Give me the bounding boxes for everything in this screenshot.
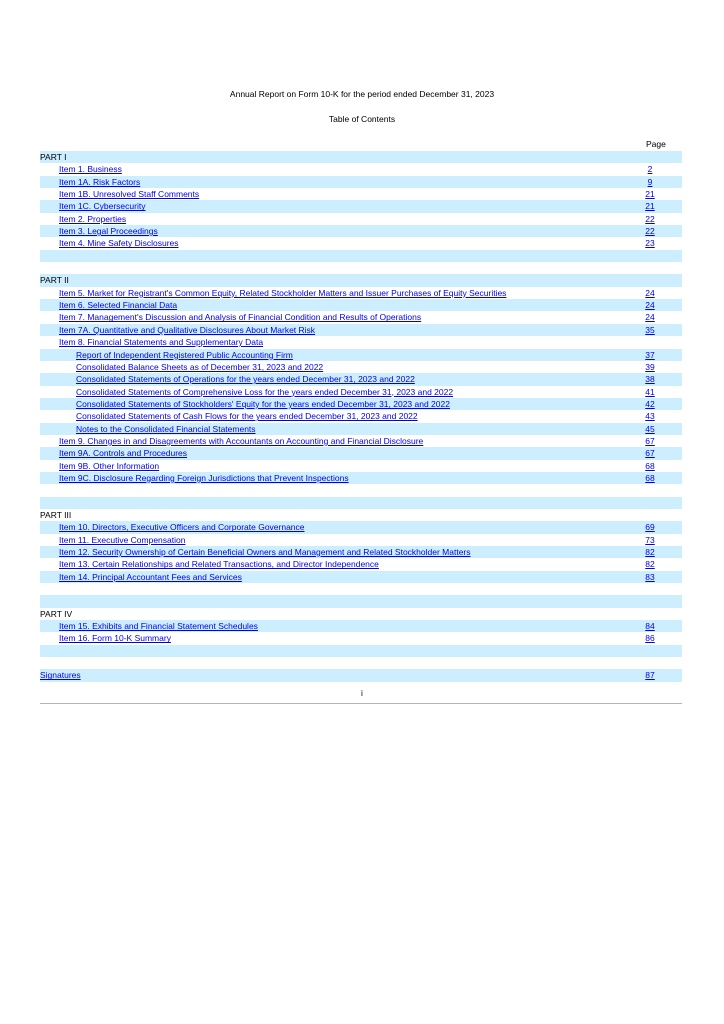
- toc-page-link[interactable]: 22: [645, 213, 655, 224]
- toc-row: [40, 213, 682, 225]
- table-of-contents: [40, 151, 682, 682]
- toc-item-link[interactable]: Item 8. Financial Statements and Supplementary Data: [59, 337, 264, 348]
- toc-row: [40, 571, 682, 583]
- toc-item-link[interactable]: Report of Independent Registered Public Accounting Firm: [76, 349, 293, 360]
- toc-page-link[interactable]: 37: [645, 349, 655, 360]
- toc-item-link[interactable]: Item 16. Form 10-K Summary: [59, 633, 171, 644]
- toc-item-link[interactable]: Consolidated Statements of Stockholders' Equity for the years ended December 31, 2023 and 2022: [76, 398, 450, 409]
- toc-row: [40, 373, 682, 385]
- toc-row: [40, 349, 682, 361]
- toc-row: [40, 447, 682, 459]
- toc-item-link[interactable]: Item 1C. Cybersecurity: [59, 201, 146, 212]
- toc-item-link[interactable]: Item 9. Changes in and Disagreements with Accountants on Accounting and Financial Disclosure: [59, 435, 424, 446]
- spacer-row: [40, 497, 682, 509]
- spacer-row: [40, 583, 682, 595]
- toc-page-link[interactable]: 22: [645, 226, 655, 237]
- toc-item-link[interactable]: Notes to the Consolidated Financial Statements: [76, 423, 256, 434]
- part-heading-row: [40, 608, 682, 620]
- page-divider: [40, 703, 682, 704]
- toc-page-link[interactable]: 39: [645, 361, 655, 372]
- part-heading: PART IV: [40, 608, 73, 619]
- toc-item-link[interactable]: Consolidated Statements of Comprehensive Loss for the years ended December 31, 2023 and 2022: [76, 386, 454, 397]
- toc-item-link[interactable]: Item 10. Directors, Executive Officers and Corporate Governance: [59, 522, 305, 533]
- toc-row: [40, 237, 682, 249]
- toc-item-link[interactable]: Item 1B. Unresolved Staff Comments: [59, 189, 200, 200]
- spacer-row: [40, 657, 682, 669]
- toc-page-link[interactable]: 42: [645, 398, 655, 409]
- toc-row: [40, 299, 682, 311]
- spacer-row: [40, 262, 682, 274]
- toc-item-link[interactable]: Item 7A. Quantitative and Qualitative Disclosures About Market Risk: [59, 324, 316, 335]
- toc-item-link[interactable]: Item 1A. Risk Factors: [59, 176, 141, 187]
- toc-row: [40, 410, 682, 422]
- toc-row: [40, 460, 682, 472]
- toc-row: [40, 176, 682, 188]
- toc-row: [40, 534, 682, 546]
- toc-page-link[interactable]: 38: [645, 374, 655, 385]
- page-column-header: Page: [646, 139, 666, 149]
- toc-page-link[interactable]: 41: [645, 386, 655, 397]
- spacer-row: [40, 250, 682, 262]
- toc-page-link[interactable]: 67: [645, 435, 655, 446]
- toc-page-link[interactable]: 68: [645, 460, 655, 471]
- toc-row: [40, 423, 682, 435]
- toc-row: [40, 225, 682, 237]
- toc-row: [40, 200, 682, 212]
- part-heading-row: [40, 509, 682, 521]
- report-title: Annual Report on Form 10-K for the period ended December 31, 2023: [229, 89, 495, 99]
- toc-page-link[interactable]: 82: [645, 559, 655, 570]
- part-heading: PART II: [40, 275, 69, 286]
- spacer-row: [40, 595, 682, 607]
- toc-row: [40, 521, 682, 533]
- part-heading: PART I: [40, 152, 67, 162]
- toc-page-link[interactable]: 87: [645, 670, 655, 681]
- toc-row: [40, 669, 682, 681]
- spacer-row: [40, 645, 682, 657]
- toc-page-link[interactable]: 2: [647, 164, 653, 175]
- toc-page-link[interactable]: 24: [645, 312, 655, 323]
- toc-item-link[interactable]: Item 4. Mine Safety Disclosures: [59, 238, 179, 249]
- toc-page-link[interactable]: 68: [645, 472, 655, 483]
- toc-page-link[interactable]: 73: [645, 534, 655, 545]
- toc-page-link[interactable]: 35: [645, 324, 655, 335]
- toc-page-link[interactable]: 86: [645, 633, 655, 644]
- toc-row: [40, 398, 682, 410]
- toc-item-link[interactable]: Item 3. Legal Proceedings: [59, 226, 158, 237]
- toc-heading: Table of Contents: [328, 114, 396, 124]
- toc-item-link[interactable]: Consolidated Statements of Cash Flows for the years ended December 31, 2023 and 2022: [76, 411, 418, 422]
- toc-row: [40, 435, 682, 447]
- toc-row: [40, 386, 682, 398]
- toc-item-link[interactable]: Item 2. Properties: [59, 213, 127, 224]
- toc-item-link[interactable]: Item 6. Selected Financial Data: [59, 300, 178, 311]
- toc-page-link[interactable]: 21: [645, 201, 655, 212]
- toc-item-link[interactable]: Item 9A. Controls and Procedures: [59, 448, 188, 459]
- toc-page-link[interactable]: 43: [645, 411, 655, 422]
- toc-page-link[interactable]: 9: [647, 176, 653, 187]
- toc-item-link[interactable]: Item 5. Market for Registrant's Common Equity, Related Stockholder Matters and Issuer Purchases of Equity Securities: [59, 287, 507, 298]
- toc-row: [40, 472, 682, 484]
- toc-page-link[interactable]: 84: [645, 621, 655, 632]
- toc-row: [40, 188, 682, 200]
- toc-item-link[interactable]: Consolidated Balance Sheets as of December 31, 2023 and 2022: [76, 361, 324, 372]
- toc-row: [40, 361, 682, 373]
- toc-row: [40, 163, 682, 175]
- toc-item-link[interactable]: Item 15. Exhibits and Financial Statement Schedules: [59, 621, 258, 632]
- part-heading-row: [40, 274, 682, 286]
- toc-page-link[interactable]: 24: [645, 287, 655, 298]
- toc-page-link[interactable]: 69: [645, 522, 655, 533]
- toc-row: [40, 620, 682, 632]
- toc-row: [40, 558, 682, 570]
- toc-page-link[interactable]: 82: [645, 547, 655, 557]
- toc-page-link[interactable]: 67: [645, 448, 655, 459]
- toc-item-link[interactable]: Consolidated Statements of Operations for the years ended December 31, 2023 and 2022: [76, 374, 415, 385]
- toc-item-link[interactable]: Signatures: [40, 670, 81, 681]
- toc-item-link[interactable]: Item 12. Security Ownership of Certain Beneficial Owners and Management and Related Stockholder Matters: [59, 547, 471, 557]
- toc-item-link[interactable]: Item 9C. Disclosure Regarding Foreign Jurisdictions that Prevent Inspections: [59, 472, 349, 483]
- toc-page-link[interactable]: 21: [645, 189, 655, 200]
- toc-row: [40, 546, 682, 558]
- toc-row: [40, 632, 682, 644]
- spacer-row: [40, 484, 682, 496]
- toc-item-link[interactable]: Item 14. Principal Accountant Fees and Services: [59, 571, 242, 582]
- toc-item-link[interactable]: Item 7. Management's Discussion and Analysis of Financial Condition and Results of Operations: [59, 312, 422, 323]
- toc-page-link[interactable]: 24: [645, 300, 655, 311]
- part-heading: PART III: [40, 509, 72, 520]
- toc-item-link[interactable]: Item 1. Business: [59, 164, 122, 175]
- toc-row: [40, 311, 682, 323]
- toc-row: [40, 336, 682, 348]
- toc-item-link[interactable]: Item 9B. Other Information: [59, 460, 160, 471]
- toc-page-link[interactable]: 23: [645, 238, 655, 249]
- toc-item-link[interactable]: Item 11. Executive Compensation: [59, 534, 186, 545]
- page-number: i: [361, 688, 363, 698]
- toc-item-link[interactable]: Item 13. Certain Relationships and Related Transactions, and Director Independence: [59, 559, 379, 570]
- toc-row: [40, 287, 682, 299]
- part-heading-row: [40, 151, 682, 163]
- toc-page-link[interactable]: 83: [645, 571, 655, 582]
- toc-page-link[interactable]: 45: [645, 423, 655, 434]
- toc-row: [40, 324, 682, 336]
